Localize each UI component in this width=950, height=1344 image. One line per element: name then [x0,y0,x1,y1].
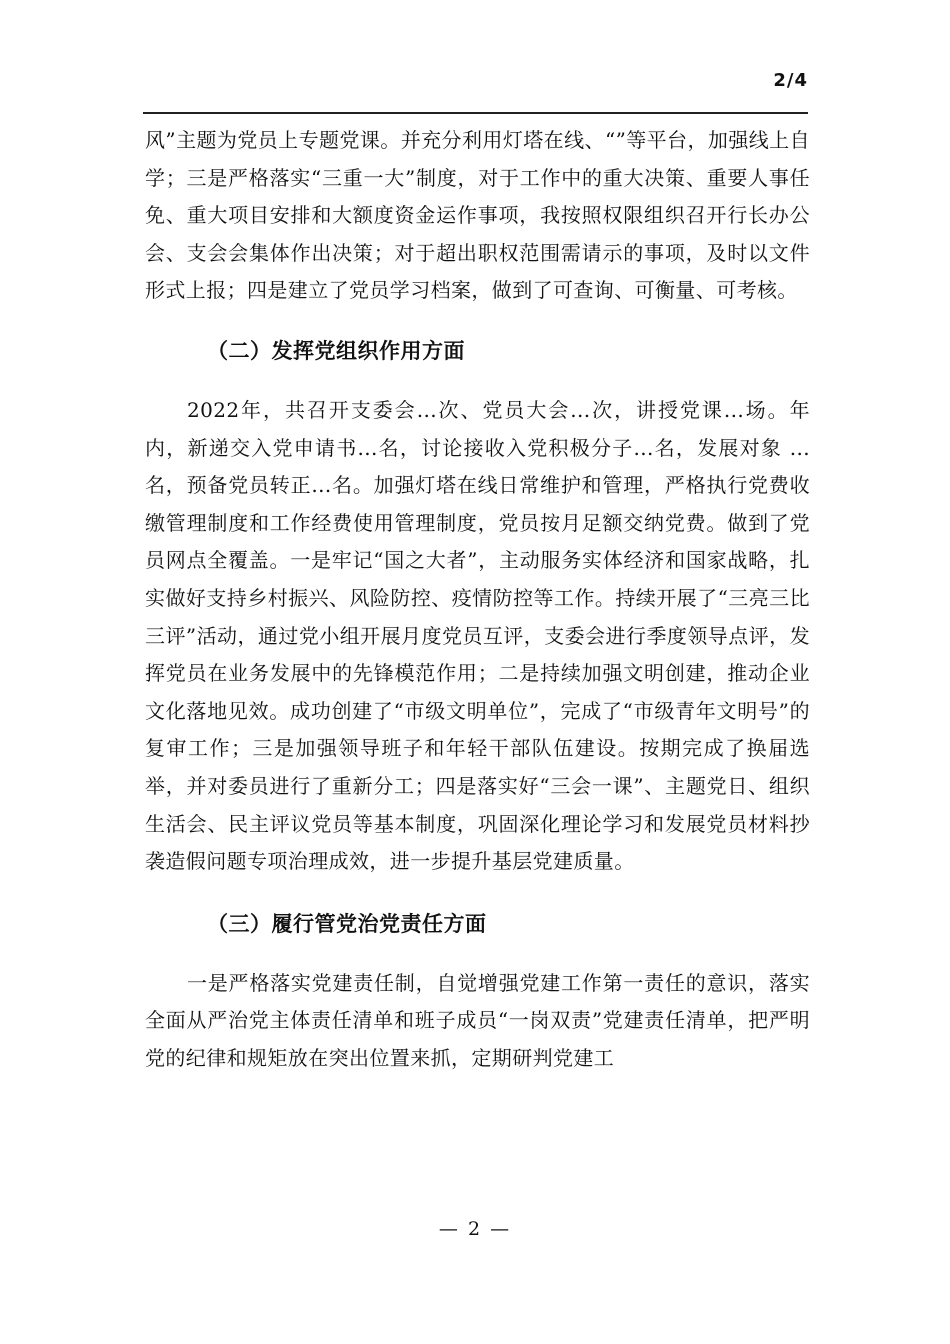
paragraph-responsibility: 一是严格落实党建责任制，自觉增强党建工作第一责任的意识，落实全面从严治党主体责任清单和班子成员“一岗双责”党建责任清单，把严明党的纪律和规矩放在突出位置来抓，定期研判党建工 [145,970,810,1070]
paragraph-continued: 风”主题为党员上专题党课。并充分利用灯塔在线、“”等平台，加强线上自学；三是严格落实“三重一大”制度，对于工作中的重大决策、重要人事任免、重大项目安排和大额度资金运作事项，我按照权限组织召开行长办公会、支会会集体作出决策；对于超出职权范围需请示的事项，及时以文件形式上报；四是建立了党员学习档案，做到了可查询、可衡量、可考核。 [145,128,810,303]
page-indicator: 2/4 [773,70,808,91]
header-divider [143,112,808,114]
page-number: — 2 — [438,1218,512,1240]
document-body [145,122,810,1077]
paragraph-party-organization: 2022年，共召开支委会...次、党员大会...次，讲授党课...场。年内，新递交入党申请书...名，讨论接收入党积极分子...名，发展对象 ...名，预备党员转正...名。加强灯塔在线日常维护和管理，严格执行党费收缴管理制度和工作经费使用管理制度，党员按月足额交纳党费。做到了党员网点全覆盖。一是牢记“国之大者”，主动服务实体经济和国家战略，扎实做好支持乡村振兴、风险防控、疫情防控等工作。持续开展了“三亮三比三评”活动，通过党小组开展月度党员互评，支委会进行季度领导点评，发挥党员在业务发展中的先锋模范作用；二是持续加强文明创建，推动企业文化落地见效。成功创建了“市级文明单位”，完成了“市级青年文明号”的复审工作；三是加强领导班子和年轻干部队伍建设。按期完成了换届选举，并对委员进行了重新分工；四是落实好“三会一课”、主题党日、组织生活会、民主评议党员等基本制度，巩固深化理论学习和发展党员材料抄袭造假问题专项治理成效，进一步提升基层党建质量。 [145,397,810,874]
section-heading-2: （二）发挥党组织作用方面 [207,338,465,363]
section-heading-3: （三）履行管党治党责任方面 [207,911,487,936]
